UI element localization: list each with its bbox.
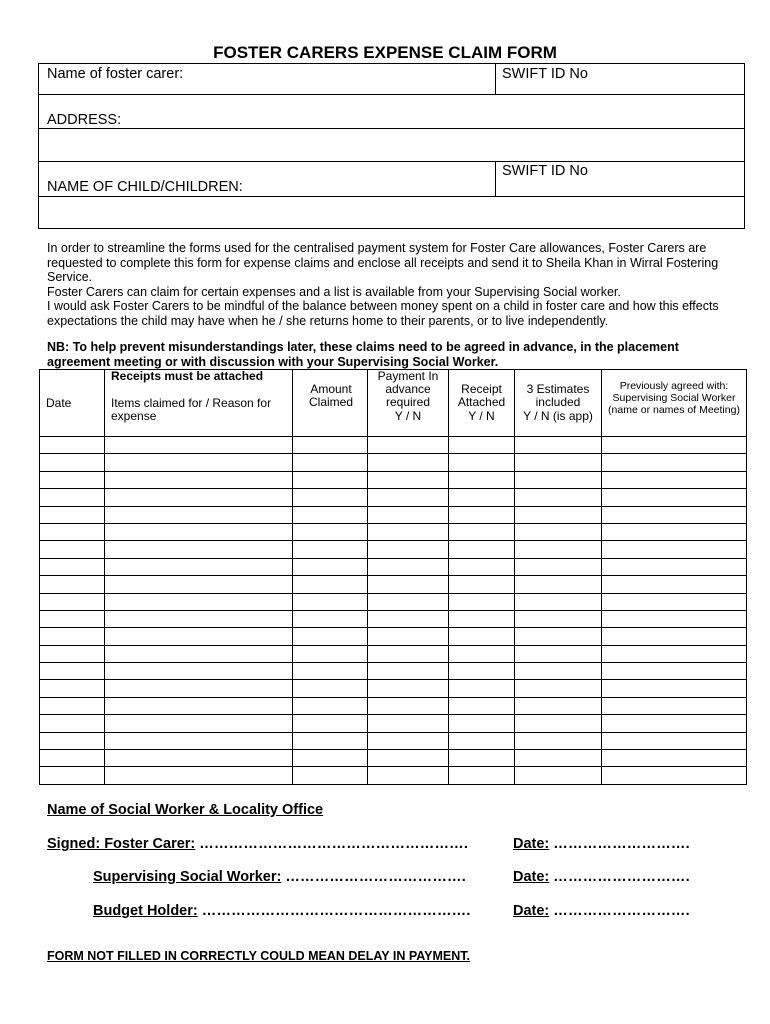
table-cell[interactable] (449, 663, 515, 680)
table-cell[interactable] (449, 628, 515, 645)
table-cell[interactable] (449, 680, 515, 697)
table-cell[interactable] (368, 715, 449, 732)
intro-paragraph-3: I would ask Foster Carers to be mindful of the balance between money spent on a child in foster care and how this effects expectations the child may have when he / she returns home to their parents, or to live independently. (47, 299, 719, 328)
table-cell[interactable] (105, 437, 293, 454)
table-cell[interactable] (105, 750, 293, 767)
table-cell[interactable] (602, 576, 747, 593)
table-cell[interactable] (40, 610, 105, 627)
name-field[interactable] (40, 66, 494, 93)
table-cell[interactable] (515, 454, 602, 471)
intro-paragraph-1: In order to streamline the forms used for the centralised payment system for Foster Care allowances, Foster Carers are requested to complete this form for expense claims and enclose all receipts and send it to Sheila Khan in Wirral Fostering Service. (47, 241, 719, 285)
table-row (40, 593, 747, 610)
table-cell[interactable] (449, 541, 515, 558)
table-cell[interactable] (293, 523, 368, 540)
footer-warning: FORM NOT FILLED IN CORRECTLY COULD MEAN DELAY IN PAYMENT. (47, 949, 470, 963)
table-cell[interactable] (515, 489, 602, 506)
table-cell[interactable] (602, 680, 747, 697)
table-cell[interactable] (449, 750, 515, 767)
table-cell[interactable] (449, 610, 515, 627)
table-cell[interactable] (293, 715, 368, 732)
table-cell[interactable] (105, 628, 293, 645)
budget-field[interactable]: ………………………………………………. (201, 903, 471, 919)
table-cell[interactable] (293, 610, 368, 627)
table-cell[interactable] (293, 576, 368, 593)
table-cell[interactable] (293, 767, 368, 784)
header-payment: Payment In advance required Y / N (368, 370, 449, 437)
table-cell[interactable] (368, 489, 449, 506)
intro-text (47, 241, 727, 329)
table-row (40, 610, 747, 627)
table-cell[interactable] (293, 697, 368, 714)
children-label: NAME OF CHILD/CHILDREN: (47, 179, 243, 195)
table-cell[interactable] (602, 732, 747, 749)
swift-id-label-2: SWIFT ID No (502, 163, 588, 179)
table-row (40, 680, 747, 697)
table-cell[interactable] (368, 750, 449, 767)
table-cell[interactable] (515, 610, 602, 627)
table-row (40, 437, 747, 454)
nb-notice: NB: To help prevent misunderstandings later, these claims need to be agreed in advance, in the placement agreement meeting or with discussion with your Supervising Social Worker. (47, 340, 679, 369)
table-cell[interactable] (105, 645, 293, 662)
table-cell[interactable] (515, 680, 602, 697)
table-cell[interactable] (293, 628, 368, 645)
table-cell[interactable] (105, 593, 293, 610)
table-cell[interactable] (515, 663, 602, 680)
table-cell[interactable] (515, 750, 602, 767)
table-cell[interactable] (602, 663, 747, 680)
table-cell[interactable] (40, 750, 105, 767)
table-cell[interactable] (515, 541, 602, 558)
table-cell[interactable] (515, 558, 602, 575)
table-cell[interactable] (602, 489, 747, 506)
table-cell[interactable] (368, 628, 449, 645)
table-cell[interactable] (293, 558, 368, 575)
table-cell[interactable] (40, 576, 105, 593)
table-cell[interactable] (368, 610, 449, 627)
table-cell[interactable] (105, 471, 293, 488)
table-cell[interactable] (40, 437, 105, 454)
table-cell[interactable] (105, 489, 293, 506)
table-cell[interactable] (449, 523, 515, 540)
carer-details-box (38, 63, 745, 229)
supervising-field[interactable]: ………………………………. (285, 869, 466, 885)
table-cell[interactable] (40, 506, 105, 523)
table-cell[interactable] (515, 697, 602, 714)
table-cell[interactable] (40, 454, 105, 471)
table-cell[interactable] (449, 697, 515, 714)
table-cell[interactable] (368, 471, 449, 488)
table-cell[interactable] (515, 523, 602, 540)
table-cell[interactable] (40, 541, 105, 558)
table-cell[interactable] (105, 610, 293, 627)
table-cell[interactable] (602, 645, 747, 662)
table-cell[interactable] (293, 541, 368, 558)
table-cell[interactable] (368, 680, 449, 697)
address-label: ADDRESS: (47, 112, 122, 128)
table-row (40, 732, 747, 749)
intro-paragraph-2: Foster Carers can claim for certain expenses and a list is available from your Supervising Social worker. (47, 284, 621, 299)
table-row (40, 576, 747, 593)
table-cell[interactable] (40, 471, 105, 488)
table-cell[interactable] (293, 732, 368, 749)
table-cell[interactable] (515, 732, 602, 749)
date-line-1 (513, 836, 690, 852)
date-label-1: Date: (513, 836, 550, 852)
table-cell[interactable] (515, 645, 602, 662)
table-cell[interactable] (40, 663, 105, 680)
table-cell[interactable] (602, 471, 747, 488)
table-cell[interactable] (368, 645, 449, 662)
table-cell[interactable] (40, 628, 105, 645)
table-cell[interactable] (602, 558, 747, 575)
swift-id-field-2[interactable] (599, 163, 743, 195)
table-cell[interactable] (105, 680, 293, 697)
table-row (40, 750, 747, 767)
table-cell[interactable] (602, 767, 747, 784)
table-cell[interactable] (105, 506, 293, 523)
expense-table (39, 369, 747, 785)
table-cell[interactable] (449, 506, 515, 523)
table-cell[interactable] (293, 680, 368, 697)
header-receipt: Receipt Attached Y / N (449, 370, 515, 437)
swift-id-label-1: SWIFT ID No (502, 66, 588, 82)
header-items: Receipts must be attached Items claimed for / Reason for expense (105, 370, 293, 437)
table-row (40, 697, 747, 714)
table-header-row (40, 370, 747, 437)
table-cell[interactable] (602, 750, 747, 767)
table-cell[interactable] (449, 471, 515, 488)
table-cell[interactable] (293, 593, 368, 610)
table-cell[interactable] (40, 680, 105, 697)
table-cell[interactable] (368, 437, 449, 454)
table-cell[interactable] (368, 541, 449, 558)
table-cell[interactable] (515, 437, 602, 454)
form-title: FOSTER CARERS EXPENSE CLAIM FORM (213, 43, 557, 62)
table-cell[interactable] (368, 576, 449, 593)
address-field[interactable] (40, 130, 744, 160)
table-cell[interactable] (368, 732, 449, 749)
table-row (40, 454, 747, 471)
signed-foster-carer-line (47, 836, 468, 852)
date-label-2: Date: (513, 869, 550, 885)
claim-rows (40, 437, 747, 785)
table-row (40, 663, 747, 680)
table-cell[interactable] (449, 645, 515, 662)
table-cell[interactable] (368, 558, 449, 575)
table-cell[interactable] (293, 489, 368, 506)
table-cell[interactable] (449, 715, 515, 732)
table-cell[interactable] (105, 663, 293, 680)
table-row (40, 471, 747, 488)
budget-label: Budget Holder: (93, 903, 198, 919)
table-cell[interactable] (40, 767, 105, 784)
table-cell[interactable] (602, 610, 747, 627)
table-row (40, 541, 747, 558)
table-cell[interactable] (449, 732, 515, 749)
table-cell[interactable] (602, 628, 747, 645)
table-cell[interactable] (40, 697, 105, 714)
table-cell[interactable] (368, 593, 449, 610)
table-cell[interactable] (105, 715, 293, 732)
date-field-3[interactable]: ………………………. (553, 903, 690, 919)
header-estimates: 3 Estimates included Y / N (is app) (515, 370, 602, 437)
table-cell[interactable] (105, 767, 293, 784)
table-cell[interactable] (515, 715, 602, 732)
name-label: Name of foster carer: (47, 66, 184, 82)
table-cell[interactable] (449, 593, 515, 610)
table-cell[interactable] (602, 697, 747, 714)
date-line-2 (513, 869, 690, 885)
table-cell[interactable] (449, 489, 515, 506)
table-row (40, 628, 747, 645)
table-row (40, 645, 747, 662)
table-cell[interactable] (40, 732, 105, 749)
table-cell[interactable] (105, 697, 293, 714)
header-agreed: Previously agreed with: Supervising Social Worker (name or names of Meeting) (602, 370, 747, 437)
table-cell[interactable] (515, 506, 602, 523)
table-cell[interactable] (449, 454, 515, 471)
table-cell[interactable] (368, 697, 449, 714)
table-cell[interactable] (515, 576, 602, 593)
table-cell[interactable] (293, 506, 368, 523)
table-cell[interactable] (368, 767, 449, 784)
table-cell[interactable] (293, 663, 368, 680)
table-cell[interactable] (602, 523, 747, 540)
table-cell[interactable] (602, 454, 747, 471)
table-cell[interactable] (602, 541, 747, 558)
table-cell[interactable] (293, 645, 368, 662)
table-cell[interactable] (515, 593, 602, 610)
header-amount: Amount Claimed (293, 370, 368, 437)
table-cell[interactable] (293, 471, 368, 488)
date-label-3: Date: (513, 903, 550, 919)
swift-id-field-1[interactable] (599, 66, 743, 93)
table-row (40, 767, 747, 784)
table-cell[interactable] (602, 506, 747, 523)
table-cell[interactable] (40, 715, 105, 732)
table-cell[interactable] (602, 715, 747, 732)
table-cell[interactable] (515, 471, 602, 488)
table-cell[interactable] (40, 523, 105, 540)
table-cell[interactable] (293, 454, 368, 471)
table-cell[interactable] (515, 767, 602, 784)
table-cell[interactable] (602, 593, 747, 610)
table-cell[interactable] (40, 489, 105, 506)
table-cell[interactable] (368, 454, 449, 471)
table-cell[interactable] (449, 558, 515, 575)
table-cell[interactable] (105, 558, 293, 575)
table-row (40, 558, 747, 575)
table-cell[interactable] (368, 523, 449, 540)
receipts-note: Receipts must be attached (111, 369, 264, 383)
table-cell[interactable] (105, 732, 293, 749)
table-cell[interactable] (105, 454, 293, 471)
table-cell[interactable] (368, 663, 449, 680)
signed-label: Signed: Foster Carer: (47, 836, 196, 852)
table-row (40, 489, 747, 506)
signed-field[interactable]: ………………………………………………. (199, 836, 469, 852)
date-field-1[interactable]: ………………………. (553, 836, 690, 852)
table-cell[interactable] (449, 437, 515, 454)
children-field[interactable] (40, 198, 744, 228)
table-cell[interactable] (40, 593, 105, 610)
table-cell[interactable] (449, 767, 515, 784)
date-line-3 (513, 903, 690, 919)
table-row (40, 715, 747, 732)
budget-holder-line (93, 903, 471, 919)
supervising-worker-line (93, 869, 466, 885)
table-cell[interactable] (105, 541, 293, 558)
table-cell[interactable] (602, 437, 747, 454)
date-field-2[interactable]: ………………………. (553, 869, 690, 885)
table-cell[interactable] (293, 437, 368, 454)
table-cell[interactable] (515, 628, 602, 645)
table-cell[interactable] (368, 506, 449, 523)
table-cell[interactable] (40, 645, 105, 662)
social-worker-heading: Name of Social Worker & Locality Office (47, 802, 324, 818)
table-cell[interactable] (293, 750, 368, 767)
supervising-label: Supervising Social Worker: (93, 869, 282, 885)
header-date: Date (40, 370, 105, 437)
table-row (40, 506, 747, 523)
table-cell[interactable] (40, 558, 105, 575)
table-cell[interactable] (105, 523, 293, 540)
table-row (40, 523, 747, 540)
table-cell[interactable] (105, 576, 293, 593)
table-cell[interactable] (449, 576, 515, 593)
